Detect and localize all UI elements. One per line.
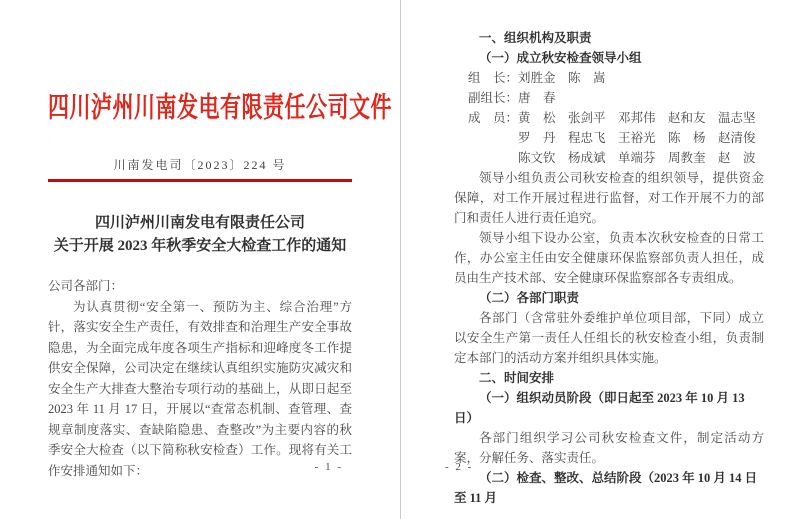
leader-names: 刘胜金 陈 嵩 [518, 71, 606, 85]
deputy-leader-label: 副组长： [468, 91, 519, 105]
members-line-3: 陈文钦 杨成斌 单端芬 周教奎 赵 波 [518, 151, 756, 165]
deputy-leader-names: 唐 春 [518, 91, 556, 105]
page-2-number: - 2 - [445, 461, 474, 473]
notice-title-line2: 关于开展 2023 年秋季安全大检查工作的通知 [53, 238, 347, 254]
page-1-body [48, 276, 352, 481]
phase-1-heading: （一）组织动员阶段（即日起至 2023 年 10 月 13 日） [454, 391, 745, 425]
office-duty-paragraph: 领导小组下设办公室，负责本次秋安检查的日常工作，办公室主任由安全健康环保监察部负责人担任，成员由生产技术部、安全健康环保监察部各专责组成。 [454, 231, 764, 285]
phase-1-paragraph: 各部门组织学习公司秋安检查文件，制定活动方案，分解任务、落实责任。 [454, 431, 764, 465]
intro-paragraph: 为认真贯彻“安全第一、预防为主、综合治理”方针，落实安全生产责任，有效排查和治理生产安全事故隐患，为全面完成年度各项生产指标和迎峰度冬工作提供安全保障，公司决定在继续认真组织实施防灾减灾和安全生产大排查大整治专项行动的基础上，从即日起至 2023 年 11 月 17 日，开展以“查常态机制、查管理、查规章制度落实、查缺陷隐患、查整改”为主要内容的秋季安全大检查（以下简称秋安检查）工作。现将有关工作安排通知如下： [48, 299, 352, 478]
leader-label: 组 长： [468, 71, 519, 85]
notice-title-line1: 四川泸州川南发电有限责任公司 [94, 215, 305, 231]
page-1-content [0, 0, 400, 481]
red-letterhead-title: 四川泸州川南发电有限责任公司文件 [48, 91, 392, 123]
leader-row [468, 68, 764, 88]
members-label: 成 员： [468, 111, 519, 125]
document-number: 川南发电司〔2023〕224 号 [113, 158, 287, 172]
red-divider-rule [48, 179, 352, 182]
section-2-heading: 二、时间安排 [479, 371, 555, 385]
members-row [468, 108, 764, 168]
deputy-leader-row [468, 88, 764, 108]
phase-2-heading: （二）检查、整改、总结阶段（2023 年 10 月 14 日至 11 月 [454, 471, 758, 505]
notice-title [48, 212, 352, 258]
section-1-heading: 一、组织机构及职责 [479, 31, 592, 45]
subsection-1-heading: （一）成立秋安检查领导小组 [479, 51, 642, 65]
page-2 [401, 0, 800, 519]
subsection-2-heading: （二）各部门职责 [479, 291, 580, 305]
page-1-number: - 1 - [314, 461, 343, 473]
department-duty-paragraph: 各部门（含常驻外委维护单位项目部，下同）成立以安全生产第一责任人任组长的秋安检查小组，负责制定本部门的活动方案并组织具体实施。 [454, 311, 764, 365]
leading-group-duty-paragraph: 领导小组负责公司秋安检查的组织领导，提供资金保障，对工作开展过程进行监督，对工作开展不力的部门和责任人进行责任追究。 [454, 171, 764, 225]
members-names [518, 108, 756, 168]
members-line-2: 罗 丹 程忠飞 王裕光 陈 杨 赵清俊 [518, 131, 756, 145]
members-line-1: 黄 松 张剑平 邓邦伟 赵和友 温志坚 [518, 111, 756, 125]
salutation: 公司各部门： [48, 279, 124, 293]
page-2-content [401, 0, 800, 508]
